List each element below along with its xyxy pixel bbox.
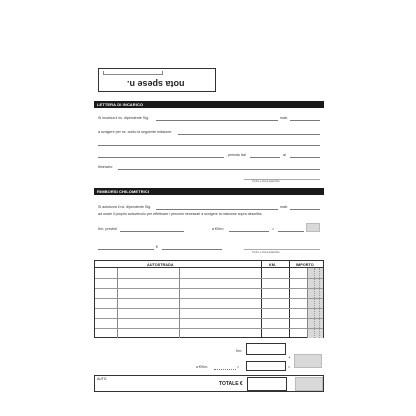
totals-km-label: Km.: [236, 349, 243, 353]
total-amount-box[interactable]: [247, 377, 287, 391]
header-title: nota spese n.: [127, 79, 185, 89]
total-label: TOTALE €: [219, 381, 243, 387]
rimborsi-line2-text: ad usare il proprio autoveicolo per effettuare i percorsi necessari a svolgere la missione sopra descritta.: [98, 212, 263, 216]
totals-plus: +: [288, 355, 291, 360]
rimborsi-euro-label: €: [156, 245, 158, 249]
table-row-line[interactable]: [95, 288, 323, 289]
incarico-line1-label: Si incarica il ns. dipendente Sig.: [98, 116, 149, 120]
table-row-line[interactable]: [95, 308, 323, 309]
rimborsi-matr-field[interactable]: [290, 209, 320, 210]
totals-equals: =: [237, 365, 240, 369]
rimborsi-signature-line[interactable]: [244, 249, 320, 250]
incarico-period-label: , periodo dal: [226, 153, 246, 157]
header-box: [98, 68, 216, 92]
total-shaded-box[interactable]: [295, 377, 323, 391]
table-row-line[interactable]: [95, 298, 323, 299]
totals-km-box[interactable]: [246, 343, 286, 355]
auto-label: AUTO: [97, 377, 107, 381]
incarico-heading: LETTERA DI INCARICO: [97, 101, 144, 107]
incarico-itinerary-label: Itinerario:: [98, 165, 113, 169]
incarico-mission-field-2[interactable]: [98, 145, 320, 146]
rimborsi-euro-field[interactable]: [162, 249, 222, 250]
incarico-place-field[interactable]: [98, 157, 224, 158]
rimborsi-amount-field[interactable]: [278, 231, 304, 232]
incarico-period-from-field[interactable]: [250, 157, 280, 158]
incarico-itinerary-field[interactable]: [118, 169, 320, 170]
auto-box: [94, 375, 324, 392]
table-row-line[interactable]: [95, 278, 323, 279]
col-importo-header: IMPORTO: [296, 262, 314, 267]
rimborsi-rate-label: a €/Km.: [212, 227, 225, 231]
table-col-divider-3: [261, 261, 262, 338]
rimborsi-equals: =: [272, 227, 275, 231]
header-number-cells: [103, 71, 163, 75]
incarico-mission-field[interactable]: [178, 134, 320, 135]
incarico-period-to-field[interactable]: [290, 157, 320, 158]
incarico-name-field[interactable]: [156, 120, 278, 121]
expense-form: [94, 66, 324, 394]
totals-amount-box[interactable]: [246, 361, 286, 371]
incarico-line2-label: a svolgere per ns. conto la seguente missione:: [98, 130, 173, 134]
incarico-matr-field[interactable]: [290, 120, 320, 121]
rimborsi-rate-field[interactable]: [229, 231, 269, 232]
incarico-period-to-label: al: [283, 153, 286, 157]
rimborsi-name-field[interactable]: [156, 209, 278, 210]
col-km-header: KM.: [269, 262, 276, 267]
incarico-signature-label: Timbro e Firma della Ditta: [252, 180, 280, 183]
rimborsi-km-field[interactable]: [120, 231, 184, 232]
table-col-divider-4: [289, 261, 290, 338]
rimborsi-heading-bar: [94, 188, 324, 195]
totals-equals-2: =: [288, 365, 291, 369]
expense-table: [94, 260, 324, 338]
totals-shaded-box[interactable]: [294, 354, 322, 368]
rimborsi-place-field[interactable]: [98, 249, 154, 250]
table-row-line[interactable]: [95, 318, 323, 319]
rimborsi-amount-box[interactable]: [306, 223, 320, 232]
totals-rate-field[interactable]: [214, 369, 236, 370]
rimborsi-line1-label: Si autorizza il ns. dipendente Sig.: [98, 205, 152, 209]
table-row-line[interactable]: [95, 328, 323, 329]
rimborsi-heading: RIMBORSI CHILOMETRICI: [97, 188, 150, 194]
incarico-matr-label: matr.: [280, 116, 288, 120]
totals-rate-label: a €/Km.: [196, 365, 209, 369]
incarico-heading-bar: [94, 101, 324, 108]
rimborsi-signature-label: Timbro e Firma della Ditta: [252, 251, 280, 254]
col-autostrada-header: AUTOSTRADA: [147, 262, 174, 267]
rimborsi-matr-label: matr.: [280, 205, 288, 209]
rimborsi-km-label: Km. previsti: [98, 227, 117, 231]
